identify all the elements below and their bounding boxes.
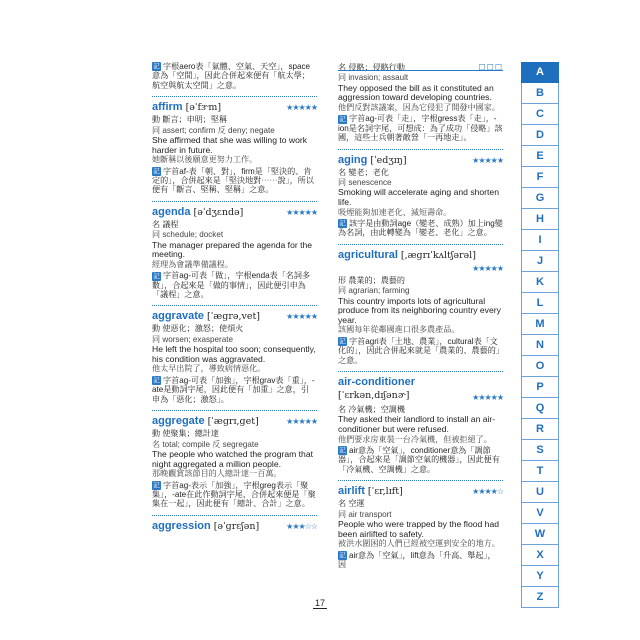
example-zh: 她斷稱以後願意更努力工作。 <box>152 155 258 165</box>
alphabet-tab-l[interactable]: L <box>521 293 559 314</box>
entry-agenda <box>152 206 317 300</box>
phonetic: [əˈgrɛʃən] <box>213 520 260 532</box>
example-zh: 被洪水圍困的人們已經被空運到安全的地方。 <box>338 539 500 549</box>
etymology-note: 字首af-表「朝、對」，firm是「堅決的、肯定的」，合併起來是「堅決地對⋯⋯說」，所以便有「斷言、堅稱、堅稱」之意。 <box>152 166 314 195</box>
entry-air-conditioner <box>338 376 503 474</box>
intro-note: 記 字根aero表「氣體、空氣、天空」，space意為「空間」，因此合併起來便有「航太學；航空與航太空間」之意。 <box>152 62 311 90</box>
example-zh: 他們反對該議案，因為它侵犯了開發中國家。 <box>338 103 500 112</box>
synonyms: 同 worsen; exasperate <box>152 334 233 344</box>
alphabet-tab-u[interactable]: U <box>521 482 559 503</box>
alphabet-tab-m[interactable]: M <box>521 314 559 335</box>
synonyms: 名 total; compile 反 segregate <box>152 439 259 449</box>
divider <box>338 149 503 150</box>
example-zh: 他們要求房東裝一台冷氣機，但被拒絕了。 <box>338 434 492 444</box>
definition: 名 變老；老化 <box>338 167 389 177</box>
headword: agenda <box>152 205 191 218</box>
alphabet-tab-i[interactable]: I <box>521 230 559 251</box>
alphabet-index <box>521 62 559 608</box>
headword: aggregate <box>152 415 205 428</box>
alphabet-tab-s[interactable]: S <box>521 440 559 461</box>
headword: aggression <box>152 519 211 532</box>
etymology-note: 字首agri表「土地、農業」，cultural表「文化的」，因此合併起來就是「農業的、農藝的」之意。 <box>338 336 500 365</box>
headword: air-conditioner <box>338 376 416 389</box>
checkbox-icons: ☐☐☐ <box>478 63 503 72</box>
alphabet-tab-h[interactable]: H <box>521 209 559 230</box>
memo-icon: 記 <box>339 220 346 228</box>
example-en: They opposed the bill as it constituted an aggression toward developing countries. <box>338 82 494 103</box>
phonetic: [əˈdʒɛndə] <box>193 206 244 218</box>
memo-icon: 記 <box>339 447 346 455</box>
entry-airlift <box>338 485 503 569</box>
star-rating: ★★★★★ <box>472 155 503 165</box>
definition: 名 空運 <box>338 499 365 509</box>
star-rating: ★★★★★ <box>286 103 317 113</box>
divider <box>152 201 317 202</box>
definition: 動 斷言；申明；堅稱 <box>152 115 228 125</box>
divider <box>338 244 503 245</box>
example-en: This country imports lots of agricultural produce from its neighboring country every year. <box>338 295 501 325</box>
synonyms: 同 agrarian; farming <box>338 286 410 296</box>
headword: aggravate <box>152 310 204 323</box>
divider <box>152 305 317 306</box>
etymology-note: 字首ag-可表「做」，字根enda表「名詞多數」，合起來是「做的事情」，因此便引申為「議程」之意。 <box>152 271 311 300</box>
entry-aging <box>338 154 503 238</box>
etymology-note: air意為「空氣」，lift意為「升高、舉起」，因 <box>338 550 496 570</box>
headword: affirm <box>152 101 183 114</box>
etymology-note: 該字是由動詞age（變老、成熟）加上ing變為名詞，由此轉變為「變老、老化」之意。 <box>338 219 503 238</box>
alphabet-tab-r[interactable]: R <box>521 419 559 440</box>
alphabet-tab-f[interactable]: F <box>521 167 559 188</box>
example-zh: 吸煙能夠加速老化、減短壽命。 <box>338 207 452 217</box>
memo-icon: 記 <box>339 552 346 560</box>
alphabet-tab-y[interactable]: Y <box>521 566 559 587</box>
phonetic: [ˈɛr,lɪft] <box>367 486 403 498</box>
alphabet-tab-z[interactable]: Z <box>521 587 559 608</box>
headword: airlift <box>338 485 365 498</box>
definition: 名 議程 <box>152 219 179 229</box>
memo-icon: 記 <box>153 63 160 71</box>
memo-icon: 記 <box>153 272 160 280</box>
phonetic: [ˈedʒɪŋ] <box>370 154 407 166</box>
alphabet-tab-t[interactable]: T <box>521 461 559 482</box>
entry-aggregate <box>152 415 317 509</box>
alphabet-tab-x[interactable]: X <box>521 545 559 566</box>
phonetic: [ˈægrə,vet] <box>206 311 261 323</box>
divider <box>152 410 317 411</box>
example-en: He left the hospital too soon; consequently, his condition was aggravated. <box>152 344 316 364</box>
alphabet-tab-o[interactable]: O <box>521 356 559 377</box>
headword: agricultural <box>338 248 398 261</box>
entry-aggravate <box>152 310 317 404</box>
entry-aggression <box>152 520 317 533</box>
alphabet-tab-d[interactable]: D <box>521 125 559 146</box>
alphabet-tab-j[interactable]: J <box>521 251 559 272</box>
divider <box>152 515 317 516</box>
definition: 名 侵略；侵略行動 ☐☐☐ <box>338 63 503 72</box>
etymology-note: air意為「空氣」，conditioner意為「調節器」，合起來是「調節空氣的機器」，因此便有「冷氣機、空調機」之意。 <box>338 446 500 474</box>
star-rating: ★★★★★ <box>286 417 317 427</box>
alphabet-tab-a[interactable]: A <box>521 62 559 83</box>
synonyms: 同 schedule; docket <box>152 230 224 240</box>
alphabet-tab-q[interactable]: Q <box>521 398 559 419</box>
example-en: The manager prepared the agenda for the meeting. <box>152 239 313 260</box>
right-column <box>338 62 503 573</box>
entry-affirm <box>152 101 317 195</box>
star-rating: ★★★☆☆ <box>286 521 317 531</box>
alphabet-tab-e[interactable]: E <box>521 146 559 167</box>
definition: 動 使聚集；總計達 <box>152 429 219 439</box>
alphabet-tab-c[interactable]: C <box>521 104 559 125</box>
phonetic: [ˈɛrkən,dɪʃənɚ] <box>338 391 410 402</box>
example-en: She affirmed that she was willing to work harder in future. <box>152 135 308 155</box>
star-rating: ★★★★☆ <box>472 487 503 497</box>
phonetic: [əˈfɝm] <box>185 102 222 114</box>
memo-icon: 記 <box>153 481 160 489</box>
definition: 形 農業的；農藝的 <box>338 275 405 285</box>
example-en: Smoking will accelerate aging and shorten life. <box>338 187 499 208</box>
example-zh: 經理為會議準備議程。 <box>152 259 233 269</box>
entry-aggression-continued <box>338 63 503 143</box>
memo-icon: 記 <box>153 167 160 175</box>
definition: 名 冷氣機；空調機 <box>338 405 405 415</box>
memo-icon: 記 <box>153 377 160 385</box>
example-zh: 那晚觀賞該節目的人總計達一百萬。 <box>152 469 282 479</box>
alphabet-tab-k[interactable]: K <box>521 272 559 293</box>
synonyms: 同 assert; confirm 反 deny; negate <box>152 125 275 135</box>
alphabet-tab-p[interactable]: P <box>521 377 559 398</box>
alphabet-tab-v[interactable]: V <box>521 503 559 524</box>
column-top-rule <box>338 70 503 71</box>
divider <box>338 371 503 372</box>
alphabet-tab-b[interactable]: B <box>521 83 559 104</box>
divider <box>152 96 317 97</box>
etymology-note: 字首ag-可表「加強」，字根grav表「重」，-ate是動詞字尾，因此便有「加重」之意，引申為「惡化；激怒」。 <box>152 375 315 404</box>
memo-icon: 記 <box>339 338 346 346</box>
synonyms: 同 invasion; assault <box>338 73 409 83</box>
star-rating: ★★★★★ <box>472 263 503 273</box>
alphabet-tab-n[interactable]: N <box>521 335 559 356</box>
etymology-note: 字首ag-表示「加強」，字根greg表示「聚集」，-ate在此作動詞字尾，合併起來便是「聚集在一起」，因此便有「總計、合計」之意。 <box>152 480 316 509</box>
definition: 動 使惡化；激怒；使煩火 <box>152 324 244 334</box>
example-en: They asked their landlord to install an air-conditioner but were refused. <box>338 414 496 435</box>
headword: aging <box>338 153 368 166</box>
star-rating: ★★★★★ <box>286 207 317 217</box>
star-rating: ★★★★★ <box>286 312 317 322</box>
example-zh: 該國每年從鄰國進口很多農產品。 <box>338 325 460 335</box>
etymology-note: 字首ag-可表「走」，字根gress表「走」，-ion是名詞字尾，可想成：為了成功「侵略」該國，這些士兵朝著敵營「一再地走」。 <box>338 114 503 143</box>
alphabet-tab-g[interactable]: G <box>521 188 559 209</box>
phonetic: [ˈægrɪ,get] <box>207 416 259 428</box>
divider <box>338 480 503 481</box>
synonyms: 同 air transport <box>338 509 392 519</box>
example-en: The people who watched the program that night aggregated a million people. <box>152 448 313 469</box>
phonetic: [,ægrɪˈkʌltʃərəl] <box>400 249 476 261</box>
example-zh: 他太早出院了，導致病情惡化。 <box>152 364 266 374</box>
synonyms: 同 senescence <box>338 178 392 188</box>
star-rating: ★★★★★ <box>472 393 503 403</box>
alphabet-tab-w[interactable]: W <box>521 524 559 545</box>
memo-icon: 記 <box>339 115 346 123</box>
entry-agricultural <box>338 249 503 365</box>
left-column <box>152 62 317 533</box>
example-en: People who were trapped by the flood had been airlifted to safety. <box>338 519 500 539</box>
page-number: 17 <box>314 598 325 608</box>
